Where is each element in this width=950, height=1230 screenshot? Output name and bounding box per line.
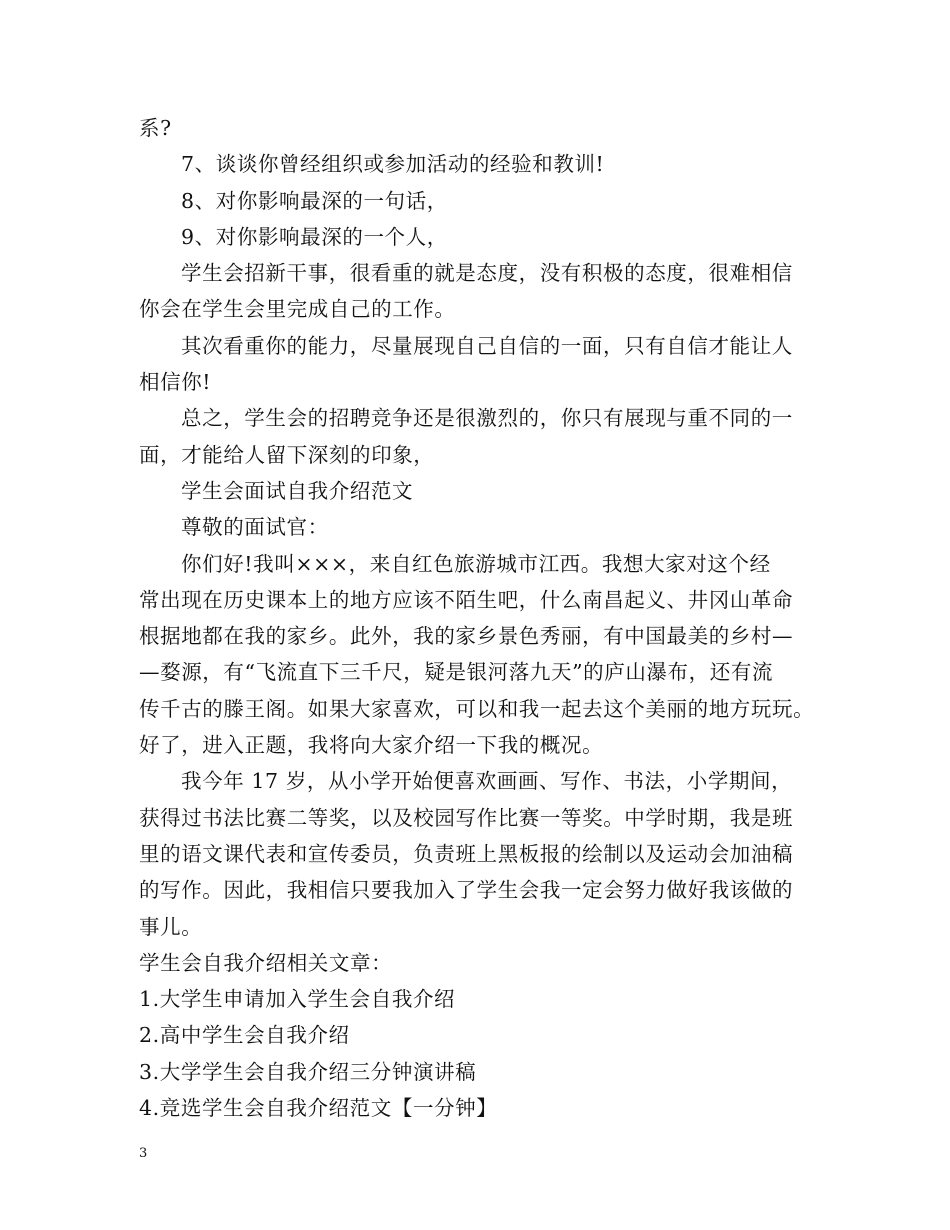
paragraph-line: 你会在学生会里完成自己的工作。 <box>139 297 456 322</box>
paragraph-line: 我今年 17 岁，从小学开始便喜欢画画、写作、书法，小学期间， <box>181 769 793 794</box>
paragraph-line: —婺源，有“飞流直下三千尺，疑是银河落九天”的庐山瀑布，还有流 <box>139 660 774 685</box>
list-item-question-7: 7、谈谈你曾经组织或参加活动的经验和教训! <box>181 152 605 177</box>
paragraph-line: 其次看重你的能力，尽量展现自己自信的一面，只有自信才能让人 <box>181 333 793 358</box>
paragraph-line: 传千古的滕王阁。如果大家喜欢，可以和我一起去这个美丽的地方玩玩。 <box>139 696 815 721</box>
document-body <box>139 110 819 1126</box>
paragraph-line: 好了，进入正题，我将向大家介绍一下我的概况。 <box>139 733 604 758</box>
paragraph-line: 面，才能给人留下深刻的印象， <box>139 442 435 467</box>
paragraph-line: 里的语文课代表和宣传委员，负责班上黑板报的绘制以及运动会加油稿 <box>139 841 794 866</box>
paragraph-line: 相信你! <box>139 370 212 395</box>
paragraph-line: 学生会招新干事，很看重的就是态度，没有积极的态度，很难相信 <box>181 261 793 286</box>
related-article-item: 1.大学生申请加入学生会自我介绍 <box>139 987 456 1012</box>
paragraph-line: 常出现在历史课本上的地方应该不陌生吧，什么南昌起义、井冈山革命 <box>139 587 794 612</box>
related-article-item: 3.大学学生会自我介绍三分钟演讲稿 <box>139 1059 477 1084</box>
page-number: 3 <box>139 1146 148 1161</box>
paragraph-line: 你们好!我叫×××，来自红色旅游城市江西。我想大家对这个经 <box>181 551 771 576</box>
paragraph-line: 事儿。 <box>139 914 203 939</box>
salutation: 尊敬的面试官： <box>181 515 329 540</box>
paragraph-line: 的写作。因此，我相信只要我加入了学生会我一定会努力做好我该做的 <box>139 878 794 903</box>
list-item-question-8: 8、对你影响最深的一句话， <box>181 188 448 213</box>
paragraph-line: 获得过书法比赛二等奖，以及校园写作比赛一等奖。中学时期，我是班 <box>139 805 794 830</box>
related-article-item: 4.竞选学生会自我介绍范文【一分钟】 <box>139 1096 498 1121</box>
paragraph-line: 总之，学生会的招聘竞争还是很激烈的，你只有展现与重不同的一 <box>181 406 793 431</box>
list-item-question-9: 9、对你影响最深的一个人， <box>181 224 448 249</box>
paragraph-line: 根据地都在我的家乡。此外，我的家乡景色秀丽，有中国最美的乡村— <box>139 624 794 649</box>
related-articles-heading: 学生会自我介绍相关文章： <box>139 950 393 975</box>
section-title: 学生会面试自我介绍范文 <box>181 478 414 503</box>
text-line: 系? <box>139 116 172 140</box>
related-article-item: 2.高中学生会自我介绍 <box>139 1023 350 1048</box>
